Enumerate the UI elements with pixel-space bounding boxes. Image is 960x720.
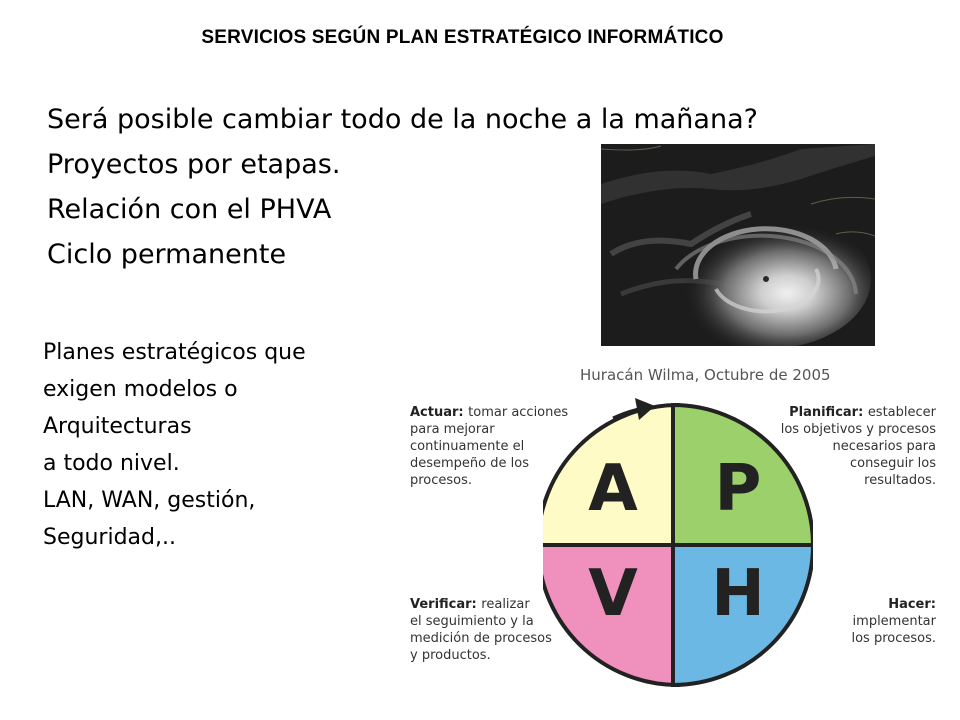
label-hacer (806, 596, 936, 647)
label-planificar-head: Planificar: (789, 405, 868, 420)
label-verificar-line: realizar (481, 597, 530, 612)
label-verificar-line: medición de procesos (410, 631, 552, 646)
letter-v: V (588, 557, 638, 631)
label-verificar-head: Verificar: (410, 597, 482, 612)
phva-cycle-diagram (395, 390, 940, 720)
bullet-item: Relación con el PHVA (47, 194, 332, 225)
paragraph-line: a todo nivel. (43, 451, 180, 476)
label-hacer-line: los procesos. (851, 631, 936, 646)
label-actuar-line: procesos. (410, 473, 473, 488)
label-planificar-line: conseguir los (849, 456, 936, 471)
label-actuar-line: tomar acciones (468, 405, 569, 420)
paragraph-line: Planes estratégicos que (43, 340, 306, 365)
phva-wheel (543, 390, 813, 702)
label-planificar-line: resultados. (864, 473, 936, 488)
letter-h: H (711, 557, 765, 631)
label-actuar-line: desempeño de los (410, 456, 529, 471)
label-verificar-line: y productos. (410, 648, 491, 663)
photo-caption: Huracán Wilma, Octubre de 2005 (580, 366, 831, 384)
letter-p: P (714, 452, 762, 526)
label-verificar-line: el seguimiento y la (410, 614, 534, 629)
paragraph-line: exigen modelos o (43, 377, 238, 402)
hurricane-satellite-image (601, 144, 875, 346)
paragraph-line: Arquitecturas (43, 414, 192, 439)
label-planificar-line: los objetivos y procesos (780, 422, 936, 437)
label-planificar-line: establecer (867, 405, 936, 420)
label-actuar-line: continuamente el (410, 439, 525, 454)
label-planificar-line: necesarios para (832, 439, 936, 454)
strategy-paragraph (43, 334, 373, 556)
slide-title: SERVICIOS SEGÚN PLAN ESTRATÉGICO INFORMÁTICO (201, 27, 724, 48)
bullet-item: Ciclo permanente (47, 239, 287, 270)
paragraph-line: Seguridad,.. (43, 525, 176, 550)
label-actuar-head: Actuar: (410, 405, 469, 420)
bullet-item: Será posible cambiar todo de la noche a la mañana? (47, 104, 758, 135)
label-hacer-line: implementar (852, 614, 936, 629)
letter-a: A (588, 452, 638, 526)
label-hacer-head: Hacer: (888, 597, 936, 612)
bullet-item: Proyectos por etapas. (47, 149, 341, 180)
paragraph-line: LAN, WAN, gestión, (43, 488, 256, 513)
label-actuar-line: para mejorar (410, 422, 495, 437)
